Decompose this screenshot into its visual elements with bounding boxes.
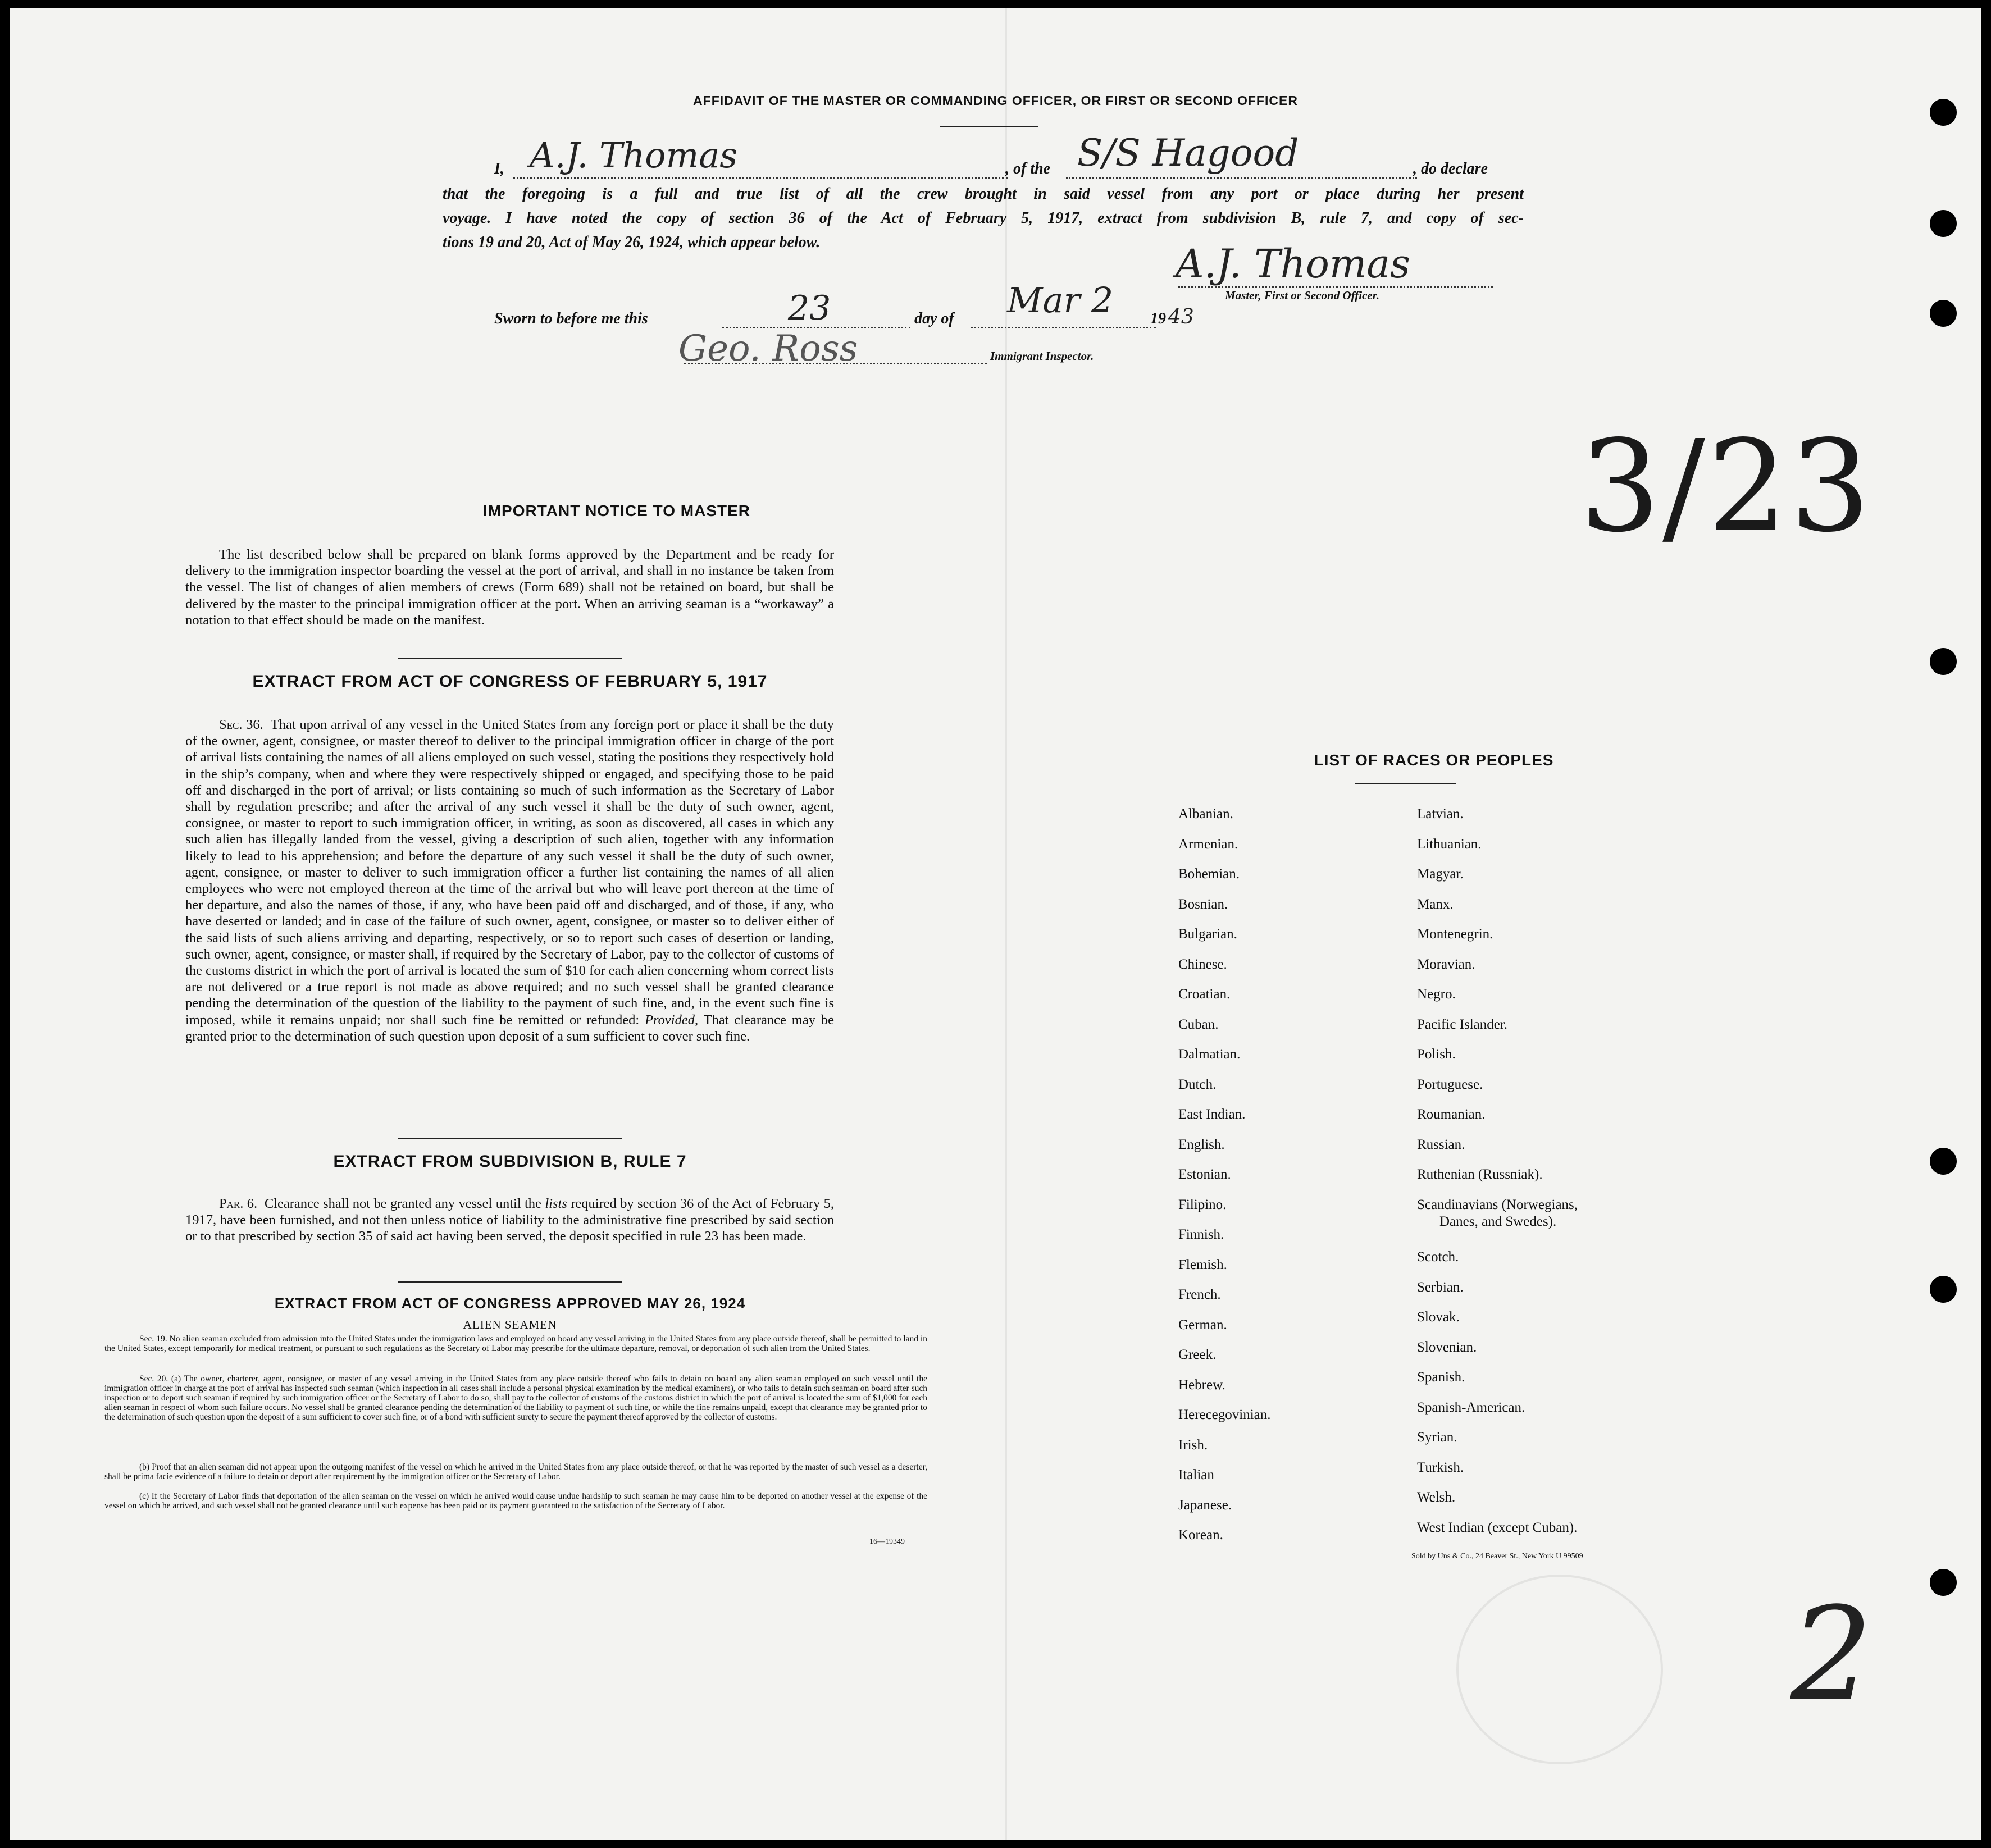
signer-name-handwriting: A.J. Thomas — [530, 135, 738, 176]
lists-word: lists — [545, 1196, 567, 1211]
affidavit-title: AFFIDAVIT OF THE MASTER OR COMMANDING OFFICER, OR FIRST OR SECOND OFFICER — [693, 93, 1298, 108]
act-1924-subtitle: ALIEN SEAMEN — [463, 1318, 557, 1331]
race-item: Bosnian. — [1178, 896, 1228, 912]
inspector-caption: Immigrant Inspector. — [990, 349, 1094, 363]
sec-20b-text: (b) Proof that an alien seaman did not appear upon the outgoing manifest of the vessel on which he arrived in the United States from any place outside thereof, or that he was reported by the master of such vessel as a deserter, shall be prima facie evidence of a failure to detain or deport after requirement by the immigration officer or the Secretary of Labor. — [104, 1462, 927, 1481]
vessel-name-handwriting: S/S Hagood — [1077, 131, 1299, 175]
race-item: Slovak. — [1417, 1309, 1460, 1325]
sec-20a-text: Sec. 20. (a) The owner, charterer, agent, consignee, or master of any vessel arriving in the United States from any place outside thereof who fails to detain on board any alien seaman employed on such vessel until the immigration officer in charge at the port of arrival has inspected such seaman (which inspection in all cases shall include a personal physical examination by the medical examiners), or who fails to detain such seaman on board after such inspection or to deport such seaman if required by such immigration officer or the Secretary of Labor to do so, shall pay to the collector of customs of the customs district in which the port of arrival is located the sum of $1,000 for each alien seaman in respect of whom such failure occurs. No vessel shall be granted clearance pending the determination of the liability to payment of such fine, or while the fine remains unpaid, except that clearance may be granted prior to the determination of such question upon the deposit of a sum sufficient to cover such fine, or of a bond with sufficient surety to secure the payment thereof approved by the collector of customs. — [104, 1374, 927, 1422]
race-item: Russian. — [1417, 1137, 1465, 1152]
race-item: Polish. — [1417, 1047, 1456, 1062]
sworn-day-handwriting: 23 — [788, 289, 831, 328]
race-item: Croatian. — [1178, 987, 1231, 1002]
race-item: Welsh. — [1417, 1490, 1456, 1505]
printer-footer: Sold by Uns & Co., 24 Beaver St., New York U 99509 — [1411, 1552, 1583, 1560]
affidavit-line-2: that the foregoing is a full and true list of all the crew brought in said vessel from any port or place during her present — [443, 185, 1524, 203]
race-item: Albanian. — [1178, 806, 1233, 822]
master-signature: A.J. Thomas — [1176, 241, 1410, 287]
race-item: Bulgarian. — [1178, 927, 1237, 942]
race-item: Hebrew. — [1178, 1377, 1225, 1393]
year-prefix: 19 — [1150, 310, 1166, 327]
sec-20c-text: (c) If the Secretary of Labor finds that deportation of the alien seaman on the vessel on which he arrived would cause undue hardship to such seaman he may cause him to be deported on another vessel at the expense of the vessel on which he arrived, and such vessel shall not be granted clearance until such expense has been paid or its payment guaranteed to the satisfaction of the Secretary of Labor. — [104, 1491, 927, 1511]
section-label: Sec. 36. — [219, 717, 263, 732]
affidavit-do-declare: , do declare — [1413, 160, 1488, 177]
race-item: Lithuanian. — [1417, 836, 1482, 852]
inspector-dotted-line — [684, 363, 987, 364]
race-item: Slovenian. — [1417, 1339, 1477, 1355]
section-rule — [398, 1281, 622, 1283]
section-rule — [398, 658, 622, 659]
punch-hole — [1930, 1569, 1957, 1596]
extract-1917-body — [185, 717, 834, 1044]
rule7-body — [185, 1196, 834, 1245]
race-item: Pacific Islander. — [1417, 1016, 1508, 1032]
race-item: Greek. — [1178, 1347, 1217, 1362]
section-rule — [398, 1138, 622, 1139]
sec-19-text: Sec. 19. No alien seaman excluded from admission into the United States under the immigration laws and employed on board any vessel arriving in the United States from any place outside thereof, shall be permitted to land in the United States, except temporarily for medical treatment, or pursuant to such regulations as the Secretary of Labor may prescribe for the ultimate departure, removal, or deportation of such alien from the United States. — [104, 1334, 927, 1353]
race-item: Roumanian. — [1417, 1107, 1486, 1122]
race-item: Armenian. — [1178, 836, 1238, 852]
punch-hole — [1930, 1148, 1957, 1175]
race-item: Herecegovinian. — [1178, 1407, 1271, 1422]
race-item: Irish. — [1178, 1437, 1208, 1453]
extract-1917-title: EXTRACT FROM ACT OF CONGRESS OF FEBRUARY 5, 1917 — [252, 672, 768, 691]
punch-hole — [1930, 300, 1957, 327]
race-item: Bohemian. — [1178, 866, 1240, 882]
handwritten-date: 3/23 — [1580, 413, 1873, 560]
race-item: Italian — [1178, 1467, 1214, 1482]
race-item: Dalmatian. — [1178, 1047, 1241, 1062]
race-item: Manx. — [1417, 896, 1454, 912]
race-item: Portuguese. — [1417, 1076, 1483, 1092]
race-item: Spanish-American. — [1417, 1399, 1525, 1415]
race-item: Cuban. — [1178, 1016, 1219, 1032]
race-item: English. — [1178, 1137, 1225, 1152]
races-title-rule — [1355, 783, 1456, 784]
race-item: Spanish. — [1417, 1370, 1465, 1385]
race-item: Ruthenian (Russniak). — [1417, 1167, 1543, 1182]
race-item: German. — [1178, 1317, 1227, 1333]
race-item: Estonian. — [1178, 1167, 1231, 1182]
race-item: Scotch. — [1417, 1249, 1459, 1265]
notice-title: IMPORTANT NOTICE TO MASTER — [482, 502, 751, 519]
signature-dotted-line — [1178, 286, 1493, 288]
vessel-dotted-line — [1066, 177, 1417, 179]
race-item: Danes, and Swedes). — [1439, 1213, 1557, 1229]
rule7-text-a: Clearance shall not be granted any vessel until the — [264, 1196, 541, 1211]
race-item: Syrian. — [1417, 1430, 1457, 1445]
race-item: Serbian. — [1417, 1279, 1464, 1295]
race-item: Moravian. — [1417, 956, 1475, 972]
race-item: Japanese. — [1178, 1497, 1232, 1513]
race-item: Chinese. — [1178, 956, 1227, 972]
title-rule — [940, 126, 1038, 127]
inspector-signature: Geo. Ross — [678, 328, 858, 369]
provided-word: Provided, — [645, 1012, 699, 1028]
embossed-seal — [1456, 1575, 1663, 1764]
race-item: East Indian. — [1178, 1107, 1246, 1122]
affidavit-i-label: I, — [494, 160, 504, 177]
form-number: 16—19349 — [869, 1537, 905, 1546]
section-36-text-end: That clearance may be granted prior to the determination of such question upon deposit of a sum sufficient to cover such fine. — [185, 1012, 835, 1044]
race-item: Filipino. — [1178, 1197, 1227, 1212]
act-1924-title: EXTRACT FROM ACT OF CONGRESS APPROVED MAY 26, 1924 — [274, 1295, 746, 1312]
year-handwriting: 43 — [1168, 305, 1194, 328]
race-item: Latvian. — [1417, 806, 1464, 822]
race-item: Turkish. — [1417, 1459, 1464, 1475]
punch-hole — [1930, 210, 1957, 237]
handwritten-mark: 2 — [1790, 1580, 1873, 1730]
race-item: Scandinavians (Norwegians, — [1417, 1197, 1578, 1212]
par-label: Par. 6. — [219, 1196, 258, 1211]
sworn-label: Sworn to before me this — [494, 310, 648, 327]
affidavit-line-4: tions 19 and 20, Act of May 26, 1924, which appear below. — [443, 234, 821, 251]
rule7-title: EXTRACT FROM SUBDIVISION B, RULE 7 — [333, 1152, 687, 1171]
races-title: LIST OF RACES OR PEOPLES — [1314, 751, 1554, 769]
race-item: French. — [1178, 1287, 1221, 1302]
punch-hole — [1930, 648, 1957, 675]
sworn-month-handwriting: Mar 2 — [1007, 280, 1114, 321]
race-item: West Indian (except Cuban). — [1417, 1520, 1578, 1535]
rule7-text-b: required by section 36 of the Act of February 5, 1917, have been furnished, and not then unless notice of liability to the administrative fine prescribed by said section or to that prescribed by section 35 of said act having been served, the deposit specified in rule 23 has been made. — [185, 1196, 835, 1244]
race-item: Dutch. — [1178, 1076, 1217, 1092]
name-dotted-line — [513, 177, 1008, 179]
day-of-label: day of — [914, 310, 954, 327]
master-caption: Master, First or Second Officer. — [1225, 289, 1379, 302]
notice-body: The list described below shall be prepared on blank forms approved by the Department and be ready for delivery to the immigration inspector boarding the vessel at the port of arrival, and shall in no instance be taken from the vessel. The list of changes of alien members of crews (Form 689) shall not be retained on board, but shall be delivered by the master to the principal immigration officer at the port. When an arriving seaman is a “workaway” a notation to that effect should be made on the manifest. — [185, 547, 834, 628]
race-item: Finnish. — [1178, 1227, 1224, 1242]
affidavit-line-3: voyage. I have noted the copy of section 36 of the Act of February 5, 1917, extract from subdivision B, rule 7, and copy of sec- — [443, 209, 1524, 227]
race-item: Flemish. — [1178, 1257, 1227, 1272]
section-36-text: That upon arrival of any vessel in the United States from any foreign port or place it shall be the duty of the owner, agent, consignee, or master thereof to deliver to the principal immigration officer in charge of the port of arrival lists containing the names of all aliens employed on such vessel, stating the positions they respectively hold in the ship’s company, when and where they were respectively shipped or engaged, and specifying those to be paid off and discharged in the port of arrival; or lists containing so much of such information as the Secretary of Labor shall by regulation prescribe; and after the arrival of any such vessel it shall be the duty of such owner, agent, consignee, or master to report to such immigration officer, in writing, as soon as discovered, all cases in which any such alien has illegally landed from the vessel, giving a description of such alien, together with any information likely to lead to his apprehension; and before the departure of any such vessel it shall be the duty of such owner, agent, consignee, or master to deliver to such immigration officer a further list containing the names of all alien employees who were not employed thereon at the time of the arrival but who will leave port thereon at the time of her departure, and also the names of those, if any, who have been paid off and discharged, and of those, if any, who have deserted or landed; and in case of the failure of such owner, agent, consignee, or master so to deliver either of the said lists of such aliens arriving and departing, respectively, or so to report such cases of desertion or landing, such owner, agent, consignee, or master shall, if required by the Secretary of Labor, pay to the collector of customs of the customs district in which the port of arrival is located the sum of $10 for each alien concerning whom correct lists are not delivered or a true report is not made as above required; and no such vessel shall be granted clearance pending the determination of the question of the liability to the payment of such fine, and, in the event such fine is imposed, while it remains unpaid; nor shall such fine be remitted or refunded: — [185, 717, 834, 1028]
race-item: Korean. — [1178, 1527, 1223, 1543]
punch-hole — [1930, 1276, 1957, 1303]
document-page — [10, 8, 1981, 1840]
race-item: Montenegrin. — [1417, 927, 1493, 942]
month-dotted-line — [971, 327, 1156, 328]
race-item: Magyar. — [1417, 866, 1464, 882]
race-item: Negro. — [1417, 987, 1456, 1002]
affidavit-of-the: , of the — [1005, 160, 1051, 177]
